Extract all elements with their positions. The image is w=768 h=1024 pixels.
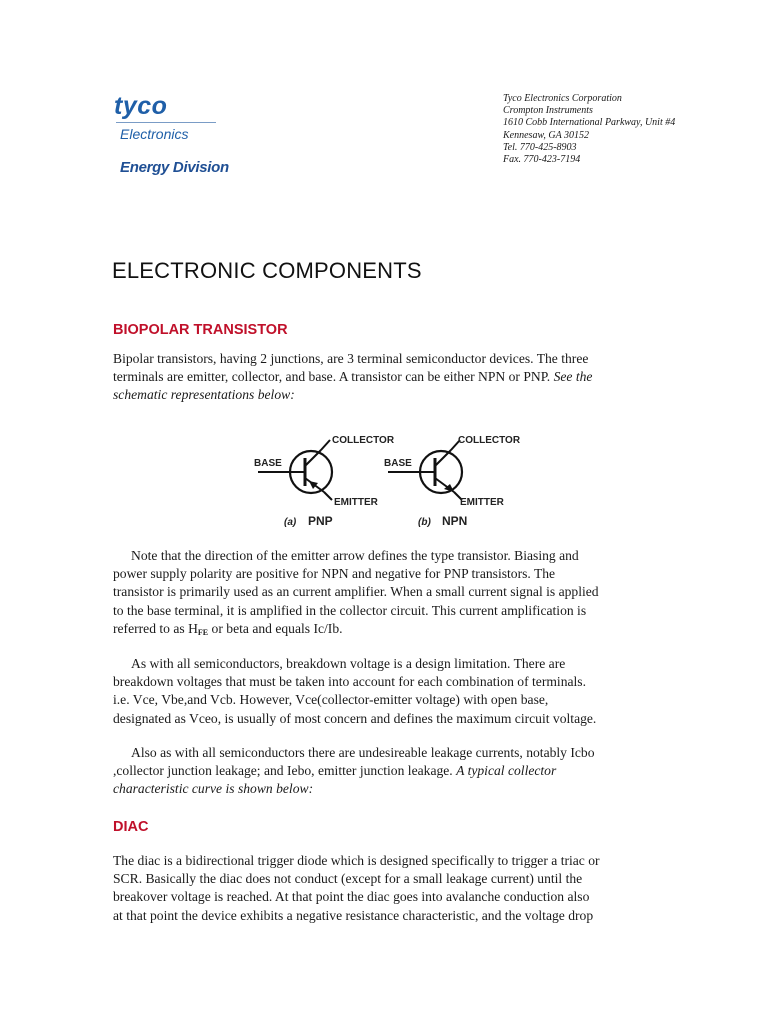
text-line: i.e. Vce, Vbe,and Vcb. However, Vce(collector-emitter voltage) with open base, [113,692,549,708]
npn-emitter-label: EMITTER [460,497,504,508]
text-line: designated as Vceo, is usually of most concern and defines the maximum circuit voltage. [113,710,597,726]
pnp-transistor-symbol [258,440,332,500]
text-line: power supply polarity are positive for NPN and negative for PNP transistors. The [113,566,556,582]
text-line: characteristic curve is shown below: [113,781,314,797]
text-span-italic: See the [553,369,593,385]
pnp-emitter-label: EMITTER [334,497,378,508]
npn-figure-label: (b) [418,517,431,528]
tyco-logo [112,92,252,187]
text-line: transistor is primarily used as an current amplifier. When a small current signal is applied [113,584,599,600]
logo-subbrand: Electronics [120,126,189,142]
pnp-base-label: BASE [254,458,282,469]
text-line: at that point the device exhibits a negative resistance characteristic, and the voltage drop [113,907,594,923]
address-line: Fax. 770-423-7194 [503,154,581,166]
address-line: Tyco Electronics Corporation [503,93,622,104]
npn-type-label: NPN [442,514,468,528]
pnp-collector-label: COLLECTOR [332,435,395,446]
pnp-type-label: PNP [308,514,333,528]
section-heading-transistor: BIOPOLAR TRANSISTOR [113,322,288,338]
text-line: to the base terminal, it is amplified in the collector circuit. This current amplification is [113,602,587,618]
npn-transistor-symbol [388,440,462,500]
text-line [113,762,658,780]
paragraph-emitter-arrow [113,547,658,638]
text-line: SCR. Basically the diac does not conduct (except for a small leakage current) until the [113,871,583,887]
text-line: Note that the direction of the emitter arrow defines the type transistor. Biasing and [131,548,579,563]
text-line: breakdown voltages that must be taken into account for each combination of terminals. [113,674,586,690]
address-line: Crompton Instruments [503,105,593,117]
address-line: 1610 Cobb International Parkway, Unit #4 [503,117,676,129]
logo-division: Energy Division [120,159,229,176]
text-span-italic: A typical collector [456,763,557,779]
transistor-schematic-figure [248,428,520,530]
hfe-subscript: FE [197,627,209,637]
text-line: Bipolar transistors, having 2 junctions, are 3 terminal semiconductor devices. The three [113,351,589,366]
paragraph-diac [113,852,658,925]
text-span: or beta and equals Ic/Ib. [208,620,343,636]
paragraph-breakdown-voltage [113,655,658,728]
npn-collector-label: COLLECTOR [458,435,520,446]
text-span: ,collector junction leakage; and Iebo, emitter junction leakage. [113,763,457,779]
paragraph-transistor-intro [113,350,658,405]
page-title: ELECTRONIC COMPONENTS [112,258,422,283]
text-line: The diac is a bidirectional trigger diode which is designed specifically to trigger a triac or [113,853,600,868]
text-line: Also as with all semiconductors there are undesireable leakage currents, notably Icbo [131,745,595,760]
company-address [503,93,703,166]
text-line: schematic representations below: [113,387,295,403]
paragraph-leakage-currents [113,744,658,799]
logo-brand: tyco [114,92,168,120]
section-heading-diac: DIAC [113,819,149,835]
text-span: terminals are emitter, collector, and base. A transistor can be either NPN or PNP. [113,369,554,385]
text-line: As with all semiconductors, breakdown voltage is a design limitation. There are [131,656,566,671]
logo-divider [116,122,216,123]
text-line [113,368,658,386]
text-line [113,620,658,638]
address-line: Kennesaw, GA 30152 [503,129,590,141]
text-span: referred to as H [113,620,198,636]
pnp-figure-label: (a) [284,517,297,528]
npn-base-label: BASE [384,458,412,469]
text-line: breakover voltage is reached. At that point the diac goes into avalanche conduction also [113,889,590,905]
address-line: Tel. 770-425-8903 [503,141,577,153]
